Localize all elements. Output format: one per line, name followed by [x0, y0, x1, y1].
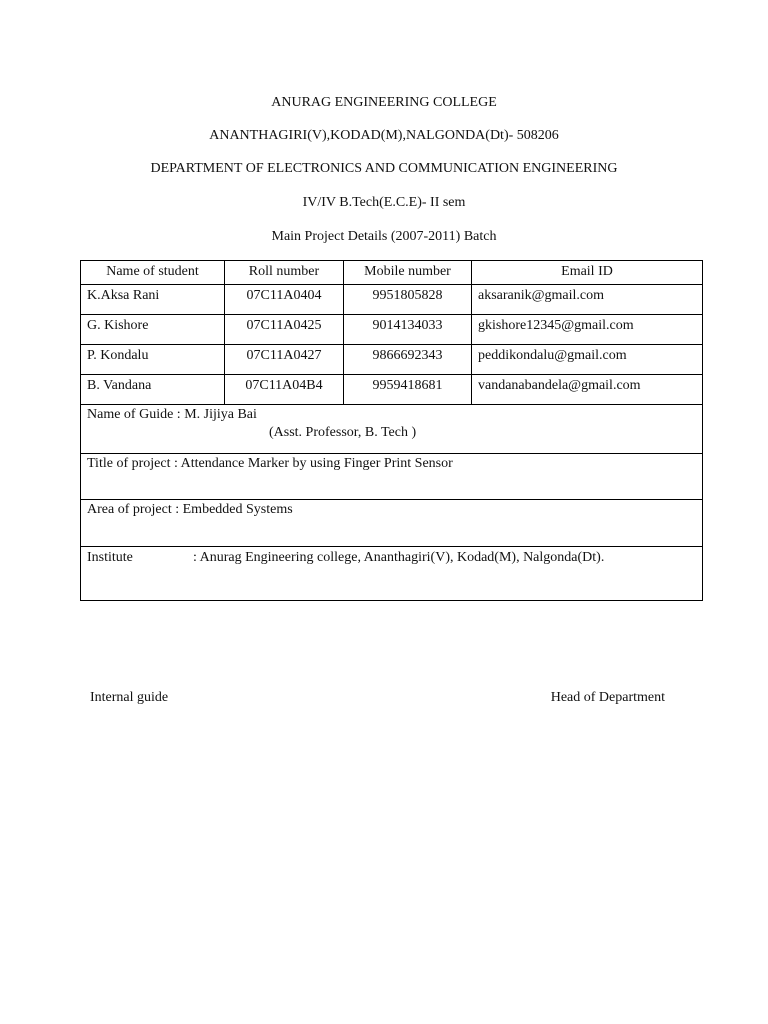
internal-guide-signature: Internal guide — [90, 690, 169, 705]
table-row — [81, 375, 703, 405]
table-row — [81, 315, 703, 345]
college-name: ANURAG ENGINEERING COLLEGE — [271, 95, 497, 110]
project-details-table — [80, 260, 703, 601]
student-name: G. Kishore — [81, 315, 225, 345]
email-id: peddikondalu@gmail.com — [472, 345, 703, 375]
institute-value: : Anurag Engineering college, Ananthagiri(V), Kodad(M), Nalgonda(Dt). — [193, 550, 605, 565]
column-header-mobile: Mobile number — [344, 261, 472, 285]
table-row — [81, 285, 703, 315]
column-header-name: Name of student — [81, 261, 225, 285]
email-id: gkishore12345@gmail.com — [472, 315, 703, 345]
college-address: ANANTHAGIRI(V),KODAD(M),NALGONDA(Dt)- 508206 — [209, 128, 559, 143]
email-id: vandanabandela@gmail.com — [472, 375, 703, 405]
guide-designation: (Asst. Professor, B. Tech ) — [269, 425, 417, 440]
mobile-number: 9866692343 — [344, 345, 472, 375]
course-info: IV/IV B.Tech(E.C.E)- II sem — [302, 195, 466, 210]
batch-title: Main Project Details (2007-2011) Batch — [271, 229, 497, 244]
roll-number: 07C11A0404 — [225, 285, 344, 315]
student-name: P. Kondalu — [81, 345, 225, 375]
roll-number: 07C11A0427 — [225, 345, 344, 375]
project-title: Title of project : Attendance Marker by using Finger Print Sensor — [81, 454, 703, 500]
department-name: DEPARTMENT OF ELECTRONICS AND COMMUNICATION ENGINEERING — [150, 161, 618, 176]
student-name: K.Aksa Rani — [81, 285, 225, 315]
head-of-department-signature: Head of Department — [550, 690, 665, 705]
table-header-row — [81, 261, 703, 285]
column-header-roll: Roll number — [225, 261, 344, 285]
institute-cell — [81, 547, 703, 601]
mobile-number: 9951805828 — [344, 285, 472, 315]
mobile-number: 9959418681 — [344, 375, 472, 405]
mobile-number: 9014134033 — [344, 315, 472, 345]
guide-name: Name of Guide : M. Jijiya Bai — [87, 407, 257, 422]
column-header-email: Email ID — [472, 261, 703, 285]
institute-row — [81, 547, 703, 601]
guide-cell — [81, 405, 703, 454]
project-area: Area of project : Embedded Systems — [81, 500, 703, 547]
project-area-row — [81, 500, 703, 547]
roll-number: 07C11A0425 — [225, 315, 344, 345]
project-title-row — [81, 454, 703, 500]
student-name: B. Vandana — [81, 375, 225, 405]
email-id: aksaranik@gmail.com — [472, 285, 703, 315]
table-row — [81, 345, 703, 375]
guide-row — [81, 405, 703, 454]
institute-label: Institute — [87, 550, 133, 565]
roll-number: 07C11A04B4 — [225, 375, 344, 405]
